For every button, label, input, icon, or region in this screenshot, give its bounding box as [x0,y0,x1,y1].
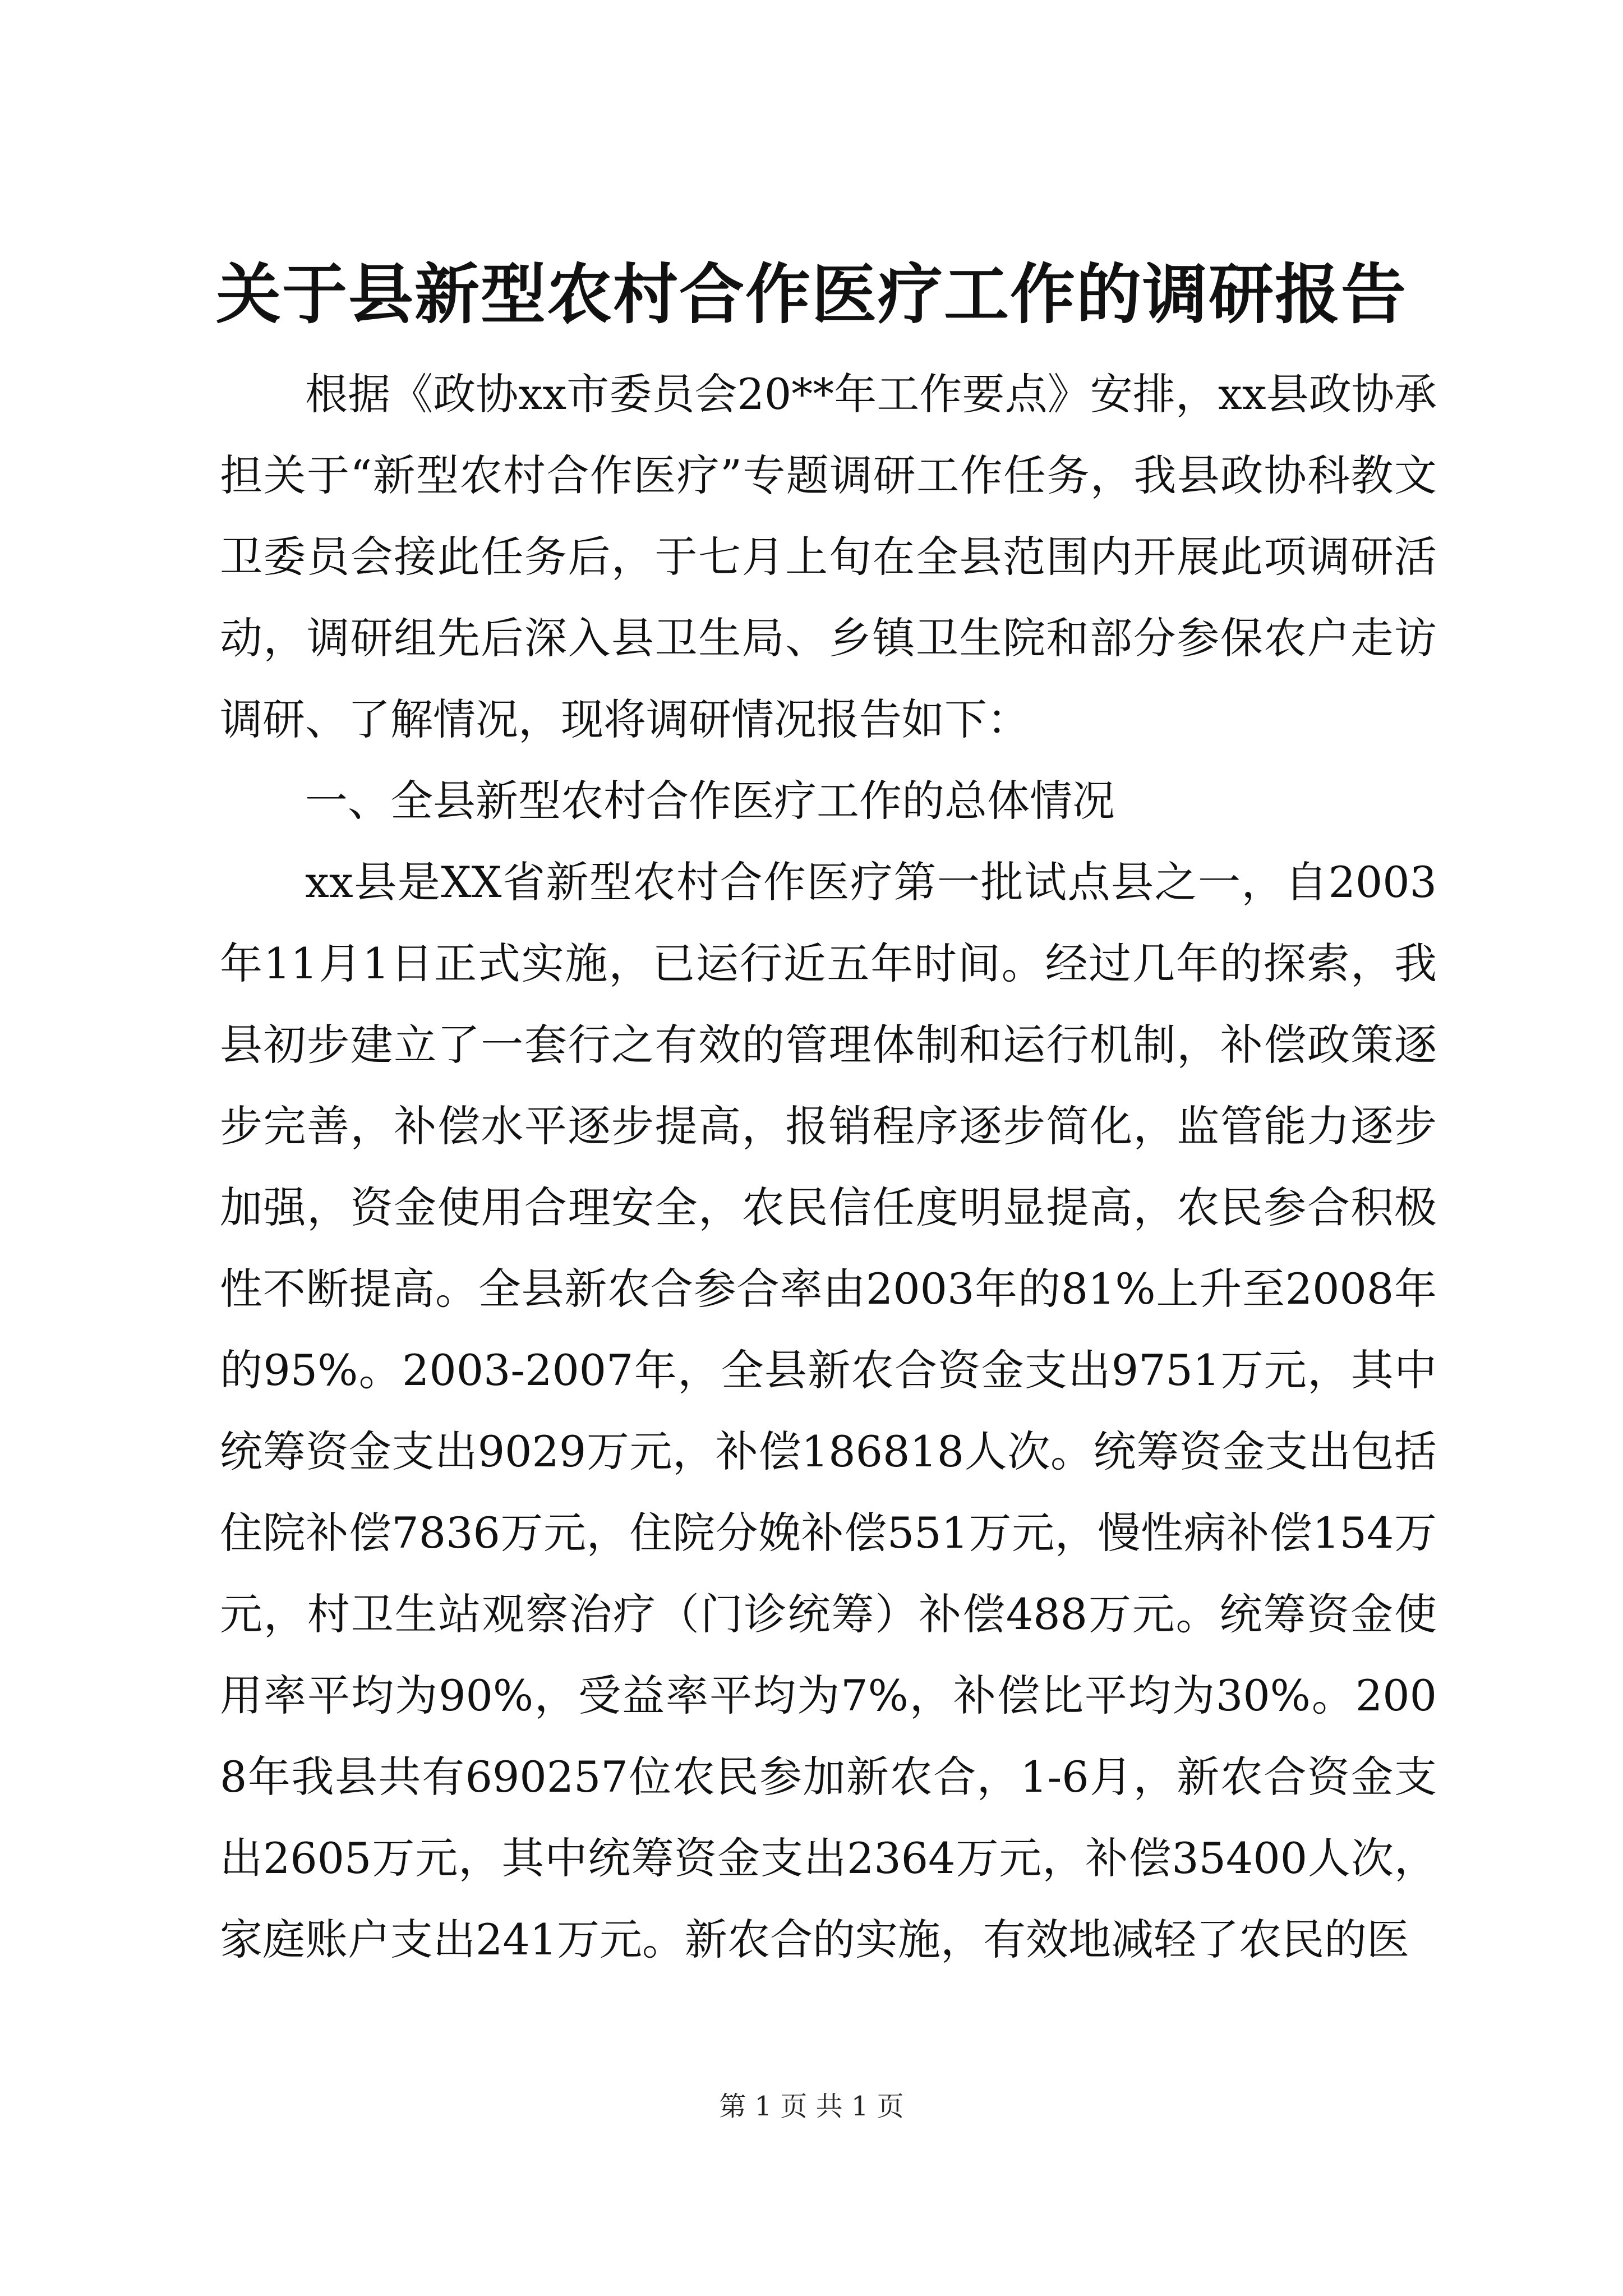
overview-paragraph: xx县是XX省新型农村合作医疗第一批试点县之一，自2003年11月1日正式实施，已运行近五年时间。经过几年的探索，我县初步建立了一套行之有效的管理体制和运行机制，补偿政策逐步完善，补偿水平逐步提高，报销程序逐步简化，监管能力逐步加强，资金使用合理安全，农民信任度明显提高，农民参合积极性不断提高。全县新农合参合率由2003年的81%上升至2008年的95%。2003-2007年，全县新农合资金支出9751万元，其中统筹资金支出9029万元，补偿186818人次。统筹资金支出包括住院补偿7836万元，住院分娩补偿551万元，慢性病补偿154万元，村卫生站观察治疗（门诊统筹）补偿488万元。统筹资金使用率平均为90%，受益率平均为7%，补偿比平均为30%。2008年我县共有690257位农民参加新农合，1-6月，新农合资金支出2605万元，其中统筹资金支出2364万元，补偿35400人次，家庭账户支出241万元。新农合的实施，有效地减轻了农民的医 [220,857,1437,1964]
intro-paragraph: 根据《政协xx市委员会20**年工作要点》安排，xx县政协承担关于“新型农村合作医疗”专题调研工作任务，我县政协科教文卫委员会接此任务后，于七月上旬在全县范围内开展此项调研活动，调研组先后深入县卫生局、乡镇卫生院和部分参保农户走访调研、了解情况，现将调研情况报告如下： [220,369,1437,744]
page-footer: 第 1 页 共 1 页 [719,2091,904,2122]
section-heading: 一、全县新型农村合作医疗工作的总体情况 [305,776,1115,826]
document-title: 关于县新型农村合作医疗工作的调研报告 [216,256,1407,333]
document-body [220,353,1437,1980]
